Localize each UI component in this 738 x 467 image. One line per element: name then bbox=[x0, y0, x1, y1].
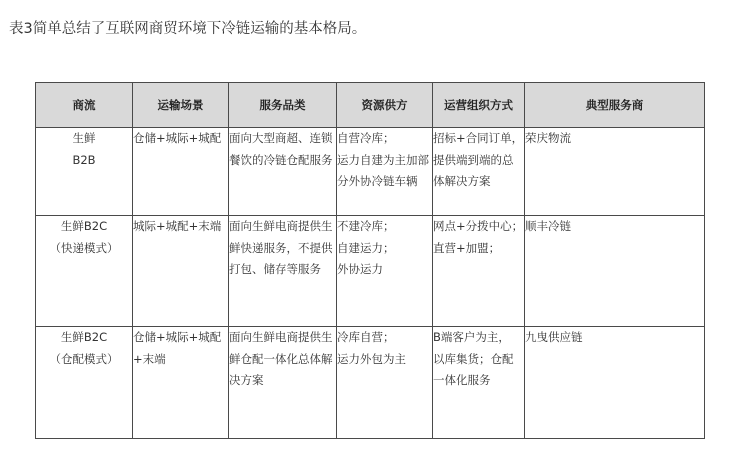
service-cell bbox=[229, 216, 337, 327]
org-cell bbox=[433, 327, 525, 439]
scene-text: 城际+城配+末端 bbox=[133, 219, 222, 233]
header-resource-supplier: 资源供方 bbox=[337, 83, 433, 128]
org-line: 以库集货；仓配一体化服务 bbox=[433, 351, 514, 387]
supply-line: 运力自建为主加部分外协冷链车辆 bbox=[337, 152, 429, 188]
commerce-line: B2B bbox=[72, 152, 96, 167]
provider-cell bbox=[525, 216, 705, 327]
commerce-cell bbox=[36, 216, 133, 327]
header-typical-provider: 典型服务商 bbox=[525, 83, 705, 128]
commerce-line: （仓配模式） bbox=[49, 351, 119, 366]
provider-text: 顺丰冷链 bbox=[525, 219, 571, 233]
scene-cell bbox=[133, 327, 229, 439]
commerce-cell bbox=[36, 327, 133, 439]
supply-line: 不建冷库； bbox=[337, 219, 395, 233]
supply-cell bbox=[337, 128, 433, 216]
commerce-line: 生鲜B2C bbox=[60, 219, 108, 233]
org-cell bbox=[433, 216, 525, 327]
supply-line: 自建运力； bbox=[337, 240, 395, 255]
supply-line: 自营冷库； bbox=[337, 131, 395, 145]
header-operation-mode-label: 运营组织方式 bbox=[444, 97, 513, 112]
table-row bbox=[36, 128, 705, 216]
scene-cell bbox=[133, 128, 229, 216]
intro-sentence: 表3简单总结了互联网商贸环境下冷链运输的基本格局。 bbox=[9, 21, 367, 37]
header-operation-mode bbox=[433, 83, 525, 128]
supply-cell bbox=[337, 216, 433, 327]
org-line: 网点+分拨中心； bbox=[433, 219, 524, 233]
supply-line: 运力外包为主 bbox=[337, 351, 406, 366]
provider-text: 荣庆物流 bbox=[525, 131, 571, 145]
org-line: B端客户为主， bbox=[433, 330, 510, 344]
scene-cell bbox=[133, 216, 229, 327]
org-text: 招标+合同订单，提供端到端的总体解决方案 bbox=[433, 131, 524, 188]
provider-cell bbox=[525, 128, 705, 216]
service-text: 面向生鲜电商提供生鲜快递服务，不提供打包、储存等服务 bbox=[229, 219, 333, 276]
commerce-cell bbox=[36, 128, 133, 216]
scene-text: 仓储+城际+城配+末端 bbox=[133, 330, 222, 366]
provider-text: 九曳供应链 bbox=[525, 330, 583, 344]
supply-line: 外协运力 bbox=[337, 262, 383, 276]
provider-cell bbox=[525, 327, 705, 439]
org-line: 直营+加盟； bbox=[433, 240, 501, 255]
org-cell bbox=[433, 128, 525, 216]
service-cell bbox=[229, 128, 337, 216]
header-service-category: 服务品类 bbox=[229, 83, 337, 128]
header-row bbox=[36, 83, 705, 128]
table-row bbox=[36, 327, 705, 439]
commerce-line: 生鲜B2C bbox=[60, 330, 108, 344]
commerce-line: （快递模式） bbox=[49, 240, 119, 255]
service-cell bbox=[229, 327, 337, 439]
header-transport-scene: 运输场景 bbox=[133, 83, 229, 128]
scene-text: 仓储+城际+城配 bbox=[133, 131, 222, 145]
supply-line: 冷库自营； bbox=[337, 330, 395, 344]
service-text: 面向生鲜电商提供生鲜仓配一体化总体解决方案 bbox=[229, 330, 333, 387]
header-commerce: 商流 bbox=[36, 83, 133, 128]
commerce-line: 生鲜 bbox=[72, 131, 96, 145]
cold-chain-table bbox=[35, 82, 705, 439]
supply-cell bbox=[337, 327, 433, 439]
service-text: 面向大型商超、连锁餐饮的冷链仓配服务 bbox=[229, 131, 333, 167]
table-row bbox=[36, 216, 705, 327]
